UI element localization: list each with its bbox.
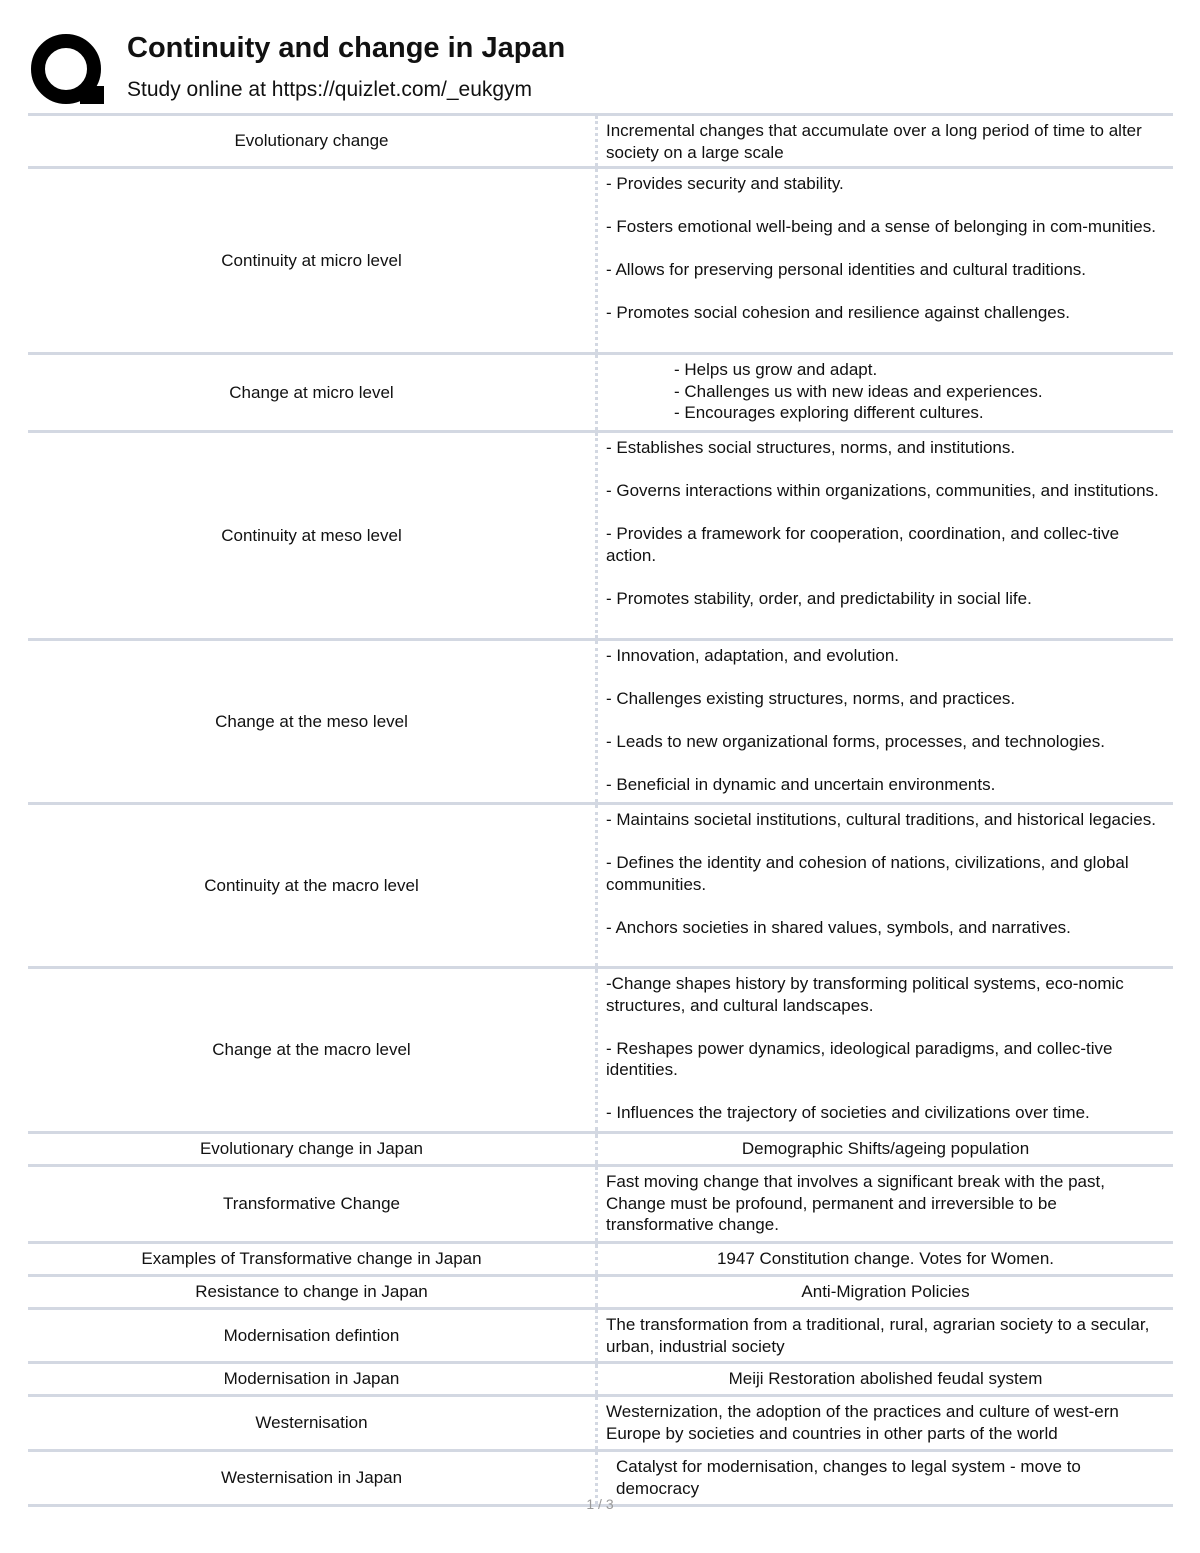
card-row <box>28 116 1173 169</box>
card-definition: Incremental changes that accumulate over a long period of time to alter society on a large scale <box>606 121 1142 162</box>
card-definition: - Maintains societal institutions, cultural traditions, and historical legacies. - Defines the identity and cohesion of nations, civilizations, and global communities. - Anchors societies in shared values, symbols, and narratives. <box>606 810 1156 937</box>
card-term: Modernisation in Japan <box>28 1364 598 1394</box>
card-row <box>28 969 1173 1134</box>
page-number: 1 / 3 <box>586 1496 614 1512</box>
card-row <box>28 355 1173 433</box>
card-term: Change at micro level <box>28 355 598 430</box>
card-definition: 1947 Constitution change. Votes for Women. <box>716 1249 1055 1268</box>
quizlet-logo-icon <box>30 30 108 108</box>
card-term: Modernisation defintion <box>28 1310 598 1361</box>
card-definition: Catalyst for modernisation, changes to legal system - move to democracy <box>616 1457 1081 1498</box>
card-term: Continuity at meso level <box>28 433 598 638</box>
card-row <box>28 1134 1173 1167</box>
card-row <box>28 1244 1173 1277</box>
flashcard-table <box>28 113 1173 1507</box>
page-title: Continuity and change in Japan <box>127 32 566 64</box>
card-row <box>28 1397 1173 1452</box>
card-definition: -Change shapes history by transforming political systems, eco-nomic structures, and cultural landscapes. - Reshapes power dynamics, ideological paradigms, and collec-tive identities. - Influences the trajectory of societies and civilizations over time. <box>606 974 1124 1122</box>
card-definition: The transformation from a traditional, rural, agrarian society to a secular, urban, industrial society <box>606 1315 1150 1356</box>
card-term: Continuity at micro level <box>28 169 598 352</box>
card-term: Resistance to change in Japan <box>28 1277 598 1307</box>
card-row <box>28 169 1173 355</box>
card-row <box>28 805 1173 969</box>
card-term: Change at the macro level <box>28 969 598 1131</box>
card-term: Change at the meso level <box>28 641 598 802</box>
card-row <box>28 1310 1173 1364</box>
card-term: Evolutionary change in Japan <box>28 1134 598 1164</box>
card-row <box>28 1364 1173 1397</box>
card-definition: - Provides security and stability. - Fosters emotional well-being and a sense of belonging in com-munities. - Allows for preserving personal identities and cultural traditions. - Promotes social cohesion and resilience against challenges. <box>606 174 1156 322</box>
card-term: Evolutionary change <box>28 116 598 166</box>
study-link[interactable]: Study online at https://quizlet.com/_eukgym <box>127 78 533 101</box>
card-term: Transformative Change <box>28 1167 598 1241</box>
card-term: Westernisation <box>28 1397 598 1449</box>
card-term: Continuity at the macro level <box>28 805 598 966</box>
card-row <box>28 1277 1173 1310</box>
card-definition: - Helps us grow and adapt. - Challenges us with new ideas and experiences. - Encourages exploring different cultures. <box>674 360 1043 422</box>
card-definition: Westernization, the adoption of the practices and culture of west-ern Europe by societies and countries in other parts of the world <box>606 1402 1119 1443</box>
card-definition: - Innovation, adaptation, and evolution. - Challenges existing structures, norms, and practices. - Leads to new organizational forms, processes, and technologies. - Beneficial in dynamic and uncertain environments. <box>606 646 1105 794</box>
card-definition: Fast moving change that involves a significant break with the past, Change must be profound, permanent and irreversible to be transformative change. <box>606 1172 1105 1234</box>
card-term: Examples of Transformative change in Japan <box>28 1244 598 1274</box>
card-definition: - Establishes social structures, norms, and institutions. - Governs interactions within organizations, communities, and institutions. - Provides a framework for cooperation, coordination, and collec-tive action. - Promotes stability, order, and predictability in social life. <box>606 438 1159 608</box>
card-definition: Demographic Shifts/ageing population <box>741 1139 1030 1158</box>
card-row <box>28 641 1173 805</box>
card-term: Westernisation in Japan <box>28 1452 598 1504</box>
card-row <box>28 433 1173 641</box>
card-row <box>28 1167 1173 1244</box>
card-definition: Meiji Restoration abolished feudal system <box>728 1369 1043 1388</box>
card-definition: Anti-Migration Policies <box>801 1282 970 1301</box>
page-header <box>30 28 1180 108</box>
